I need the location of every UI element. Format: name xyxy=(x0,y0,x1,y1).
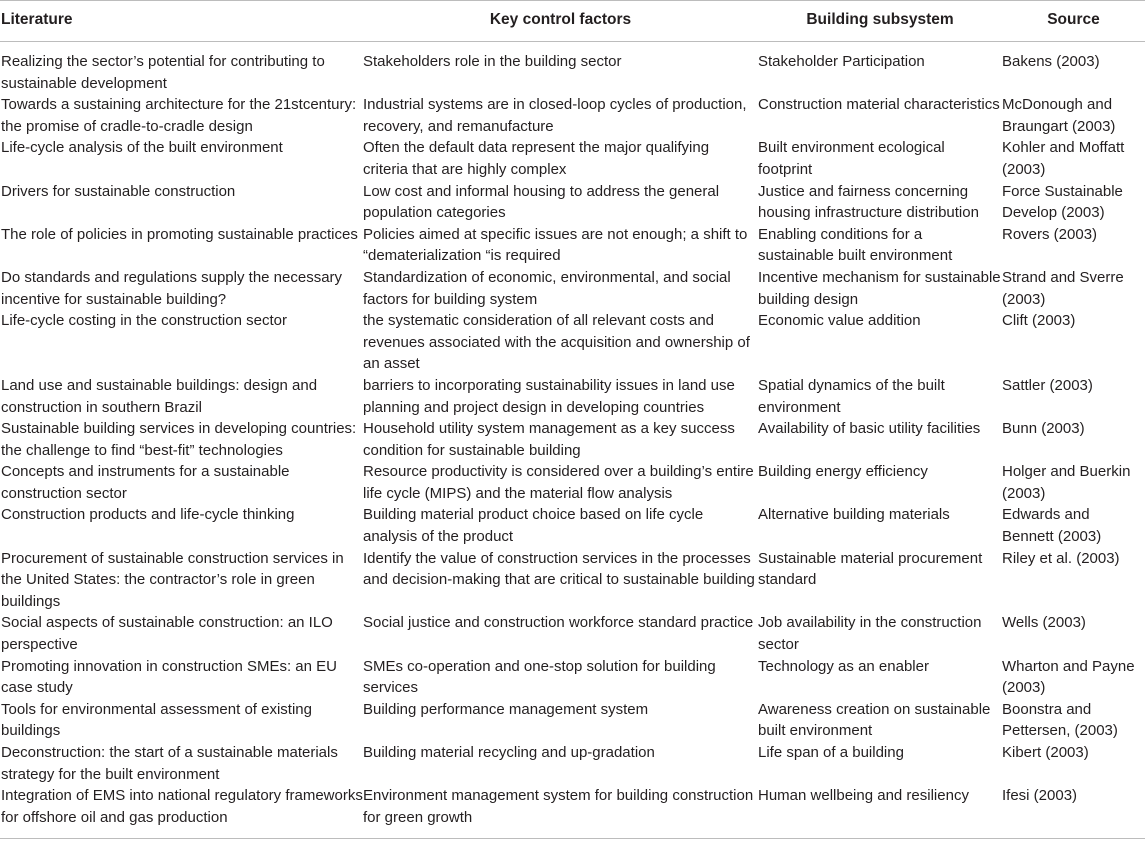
cell-key-control-factor: Building material product choice based on life cycle analysis of the product xyxy=(363,506,704,546)
cell-building-subsystem: Enabling conditions for a sustainable built environment xyxy=(758,225,953,265)
header-source: Source xyxy=(1002,1,1145,42)
cell-building-subsystem: Sustainable material procurement standard xyxy=(758,549,983,589)
cell-key-control-factor: Social justice and construction workforce standard practice xyxy=(363,614,754,632)
cell-literature: Construction products and life-cycle thinking xyxy=(1,506,295,524)
cell-building-subsystem: Construction material characteristics xyxy=(758,96,1000,114)
header-literature: Literature xyxy=(0,1,363,42)
table-row xyxy=(0,699,1145,742)
cell-building-subsystem: Stakeholder Participation xyxy=(758,53,925,70)
cell-key-control-factor: Building performance management system xyxy=(363,700,649,718)
cell-source: Rovers (2003) xyxy=(1002,225,1098,243)
cell-literature: Drivers for sustainable construction xyxy=(1,182,236,200)
table-row xyxy=(0,656,1145,699)
header-row xyxy=(0,1,1145,42)
cell-key-control-factor: Low cost and informal housing to address the general population categories xyxy=(363,182,720,222)
cell-source: Strand and Sverre (2003) xyxy=(1002,268,1124,308)
cell-building-subsystem: Incentive mechanism for sustainable building design xyxy=(758,268,1001,308)
cell-key-control-factor: Building material recycling and up-gradation xyxy=(363,744,655,761)
table-row xyxy=(0,785,1145,839)
cell-literature: Towards a sustaining architecture for the 21stcentury: the promise of cradle-to-cradle design xyxy=(1,96,357,135)
cell-source: Wharton and Payne (2003) xyxy=(1002,657,1135,697)
cell-source: Edwards and Bennett (2003) xyxy=(1002,506,1102,546)
table-header xyxy=(0,1,1145,42)
cell-literature: Integration of EMS into national regulatory frameworks for offshore oil and gas production xyxy=(0,785,363,839)
cell-literature: Do standards and regulations supply the necessary incentive for sustainable building? xyxy=(1,268,343,308)
cell-literature: Life-cycle costing in the construction sector xyxy=(1,312,287,330)
cell-key-control-factor: Stakeholders role in the building sector xyxy=(363,53,622,70)
cell-source: Holger and Buerkin (2003) xyxy=(1002,463,1131,502)
table-body xyxy=(0,42,1145,839)
cell-source: Force Sustainable Develop (2003) xyxy=(1002,182,1123,222)
cell-literature: Social aspects of sustainable construction: an ILO perspective xyxy=(1,614,333,654)
cell-building-subsystem: Spatial dynamics of the built environment xyxy=(758,376,945,416)
cell-source: Ifesi (2003) xyxy=(1002,785,1145,839)
table-row xyxy=(0,181,1145,224)
cell-key-control-factor: Policies aimed at specific issues are not enough; a shift to “dematerialization “is required xyxy=(363,225,748,265)
table-row xyxy=(0,461,1145,504)
table-row xyxy=(0,137,1145,180)
table-row xyxy=(0,42,1145,95)
cell-source: Bakens (2003) xyxy=(1002,53,1100,70)
header-building-subsystem: Building subsystem xyxy=(758,1,1002,42)
cell-building-subsystem: Human wellbeing and resiliency xyxy=(758,785,1002,839)
table-row xyxy=(0,224,1145,267)
cell-building-subsystem: Life span of a building xyxy=(758,744,904,761)
cell-building-subsystem: Awareness creation on sustainable built environment xyxy=(758,700,991,740)
cell-key-control-factor: Industrial systems are in closed-loop cycles of production, recovery, and remanufacture xyxy=(363,96,747,135)
cell-building-subsystem: Economic value addition xyxy=(758,312,921,330)
cell-key-control-factor: barriers to incorporating sustainability issues in land use planning and project design in developing countries xyxy=(363,376,735,416)
table-row xyxy=(0,418,1145,461)
table-row xyxy=(0,504,1145,547)
cell-building-subsystem: Technology as an enabler xyxy=(758,657,929,675)
cell-literature: Deconstruction: the start of a sustainable materials strategy for the built environment xyxy=(1,744,338,783)
header-key-control-factors: Key control factors xyxy=(363,1,758,42)
cell-source: Wells (2003) xyxy=(1002,614,1086,632)
cell-source: Kibert (2003) xyxy=(1002,744,1089,761)
cell-source: Riley et al. (2003) xyxy=(1002,549,1120,567)
cell-key-control-factor: the systematic consideration of all relevant costs and revenues associated with the acquisition and ownership of an asset xyxy=(363,312,750,373)
cell-key-control-factor: Identify the value of construction services in the processes and decision-making that are critical to sustainable building xyxy=(363,549,755,589)
cell-literature: Promoting innovation in construction SMEs: an EU case study xyxy=(1,657,337,697)
cell-key-control-factor: Resource productivity is considered over a building’s entire life cycle (MIPS) and the material flow analysis xyxy=(363,463,754,502)
table-row xyxy=(0,548,1145,613)
table-row xyxy=(0,310,1145,375)
cell-building-subsystem: Building energy efficiency xyxy=(758,463,928,481)
cell-literature: Concepts and instruments for a sustainable construction sector xyxy=(1,463,290,502)
cell-key-control-factor: SMEs co-operation and one-stop solution for building services xyxy=(363,657,716,697)
cell-source: McDonough and Braungart (2003) xyxy=(1002,96,1116,135)
cell-key-control-factor: Standardization of economic, environmental, and social factors for building system xyxy=(363,268,731,308)
cell-building-subsystem: Availability of basic utility facilities xyxy=(758,420,981,438)
cell-literature: Tools for environmental assessment of existing buildings xyxy=(1,700,312,740)
cell-building-subsystem: Job availability in the construction sector xyxy=(758,614,982,654)
cell-key-control-factor: Often the default data represent the major qualifying criteria that are highly complex xyxy=(363,139,710,178)
cell-literature: Life-cycle analysis of the built environment xyxy=(1,139,283,157)
cell-key-control-factor: Environment management system for building construction for green growth xyxy=(363,785,758,839)
cell-building-subsystem: Justice and fairness concerning housing infrastructure distribution xyxy=(758,182,979,222)
cell-literature: Realizing the sector’s potential for contributing to sustainable development xyxy=(1,53,325,92)
cell-literature: Land use and sustainable buildings: design and construction in southern Brazil xyxy=(1,376,318,416)
cell-source: Clift (2003) xyxy=(1002,312,1076,330)
cell-literature: The role of policies in promoting sustainable practices xyxy=(1,225,358,243)
cell-building-subsystem: Built environment ecological footprint xyxy=(758,139,945,178)
cell-literature: Sustainable building services in developing countries: the challenge to find “best-fit” technologies xyxy=(1,420,357,459)
table-row xyxy=(0,267,1145,310)
table-row xyxy=(0,375,1145,418)
cell-literature: Procurement of sustainable construction services in the United States: the contractor’s role in green buildings xyxy=(1,549,344,610)
cell-key-control-factor: Household utility system management as a key success condition for sustainable building xyxy=(363,420,735,459)
cell-source: Boonstra and Pettersen, (2003) xyxy=(1002,700,1118,740)
cell-source: Bunn (2003) xyxy=(1002,420,1085,438)
table-row xyxy=(0,94,1145,137)
cell-building-subsystem: Alternative building materials xyxy=(758,506,950,524)
table-row xyxy=(0,612,1145,655)
cell-source: Sattler (2003) xyxy=(1002,376,1093,394)
table-row xyxy=(0,742,1145,785)
cell-source: Kohler and Moffatt (2003) xyxy=(1002,139,1125,178)
